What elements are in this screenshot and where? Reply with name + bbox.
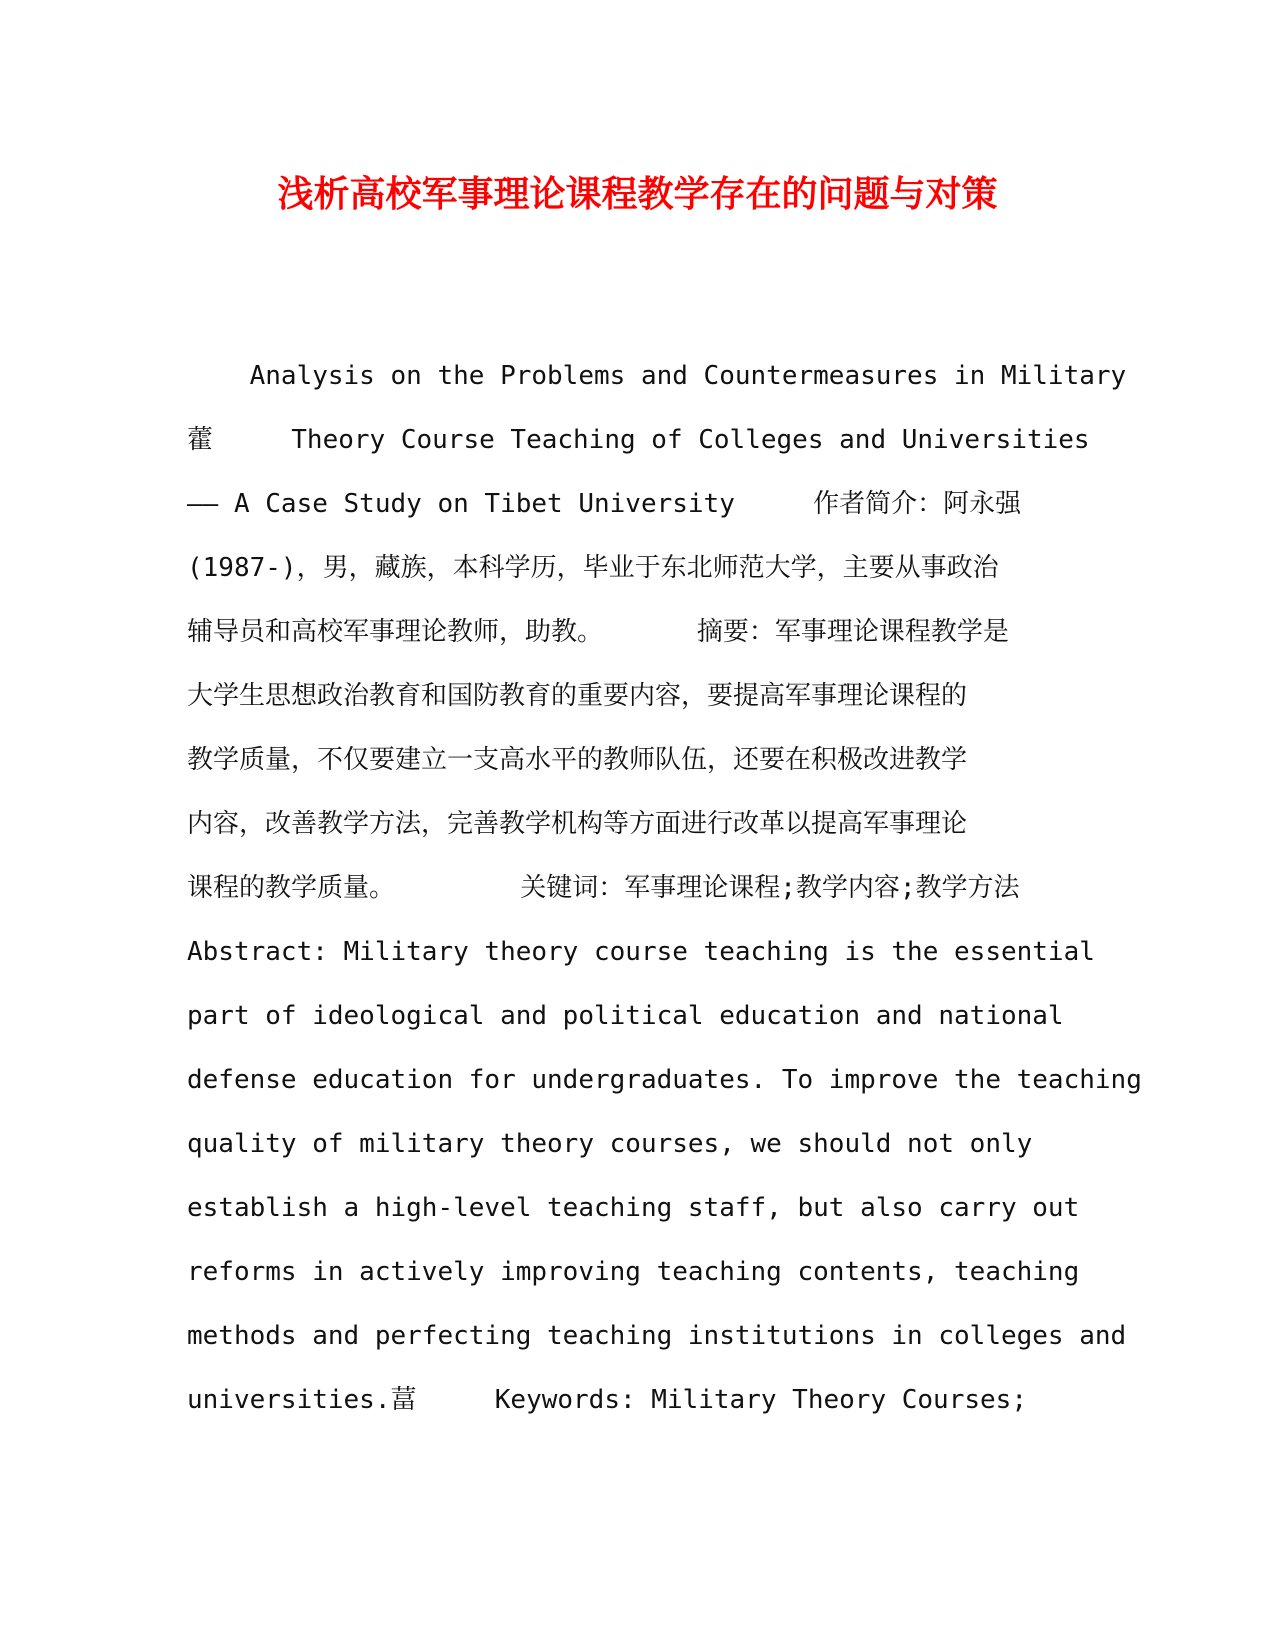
text-line: methods and perfecting teaching institutions in colleges and [187, 1321, 1127, 1351]
text-line: reforms in actively improving teaching contents, teaching [187, 1257, 1080, 1287]
text-line: 教学质量，不仅要建立一支高水平的教师队伍，还要在积极改进教学 [187, 745, 968, 775]
document-title: 浅析高校军事理论课程教学存在的问题与对策 [277, 173, 998, 215]
text-line: part of ideological and political education and national [187, 1001, 1064, 1031]
text-line: quality of military theory courses, we should not only [187, 1129, 1033, 1159]
text-line: —— A Case Study on Tibet University 作者简介：阿永强 [187, 489, 1022, 519]
text-line: 藿 Theory Course Teaching of Colleges and Universities [187, 425, 1090, 455]
text-line: universities.葍 Keywords: Military Theory Courses; [187, 1385, 1027, 1415]
text-line: (1987-)，男，藏族，本科学历，毕业于东北师范大学，主要从事政治 [187, 553, 999, 583]
text-line: 大学生思想政治教育和国防教育的重要内容，要提高军事理论课程的 [187, 681, 968, 711]
text-line: 辅导员和高校军事理论教师，助教。 摘要：军事理论课程教学是 [187, 617, 1009, 647]
text-line: Analysis on the Problems and Countermeasures in Military [187, 361, 1127, 391]
text-line: 课程的教学质量。 关键词：军事理论课程;教学内容;教学方法 [187, 873, 1020, 903]
text-line: 内容，改善教学方法，完善教学机构等方面进行改革以提高军事理论 [187, 809, 968, 839]
text-line: establish a high-level teaching staff, but also carry out [187, 1193, 1080, 1223]
text-line: defense education for undergraduates. To improve the teaching [187, 1065, 1142, 1095]
text-line: Abstract: Military theory course teaching is the essential [187, 937, 1095, 967]
